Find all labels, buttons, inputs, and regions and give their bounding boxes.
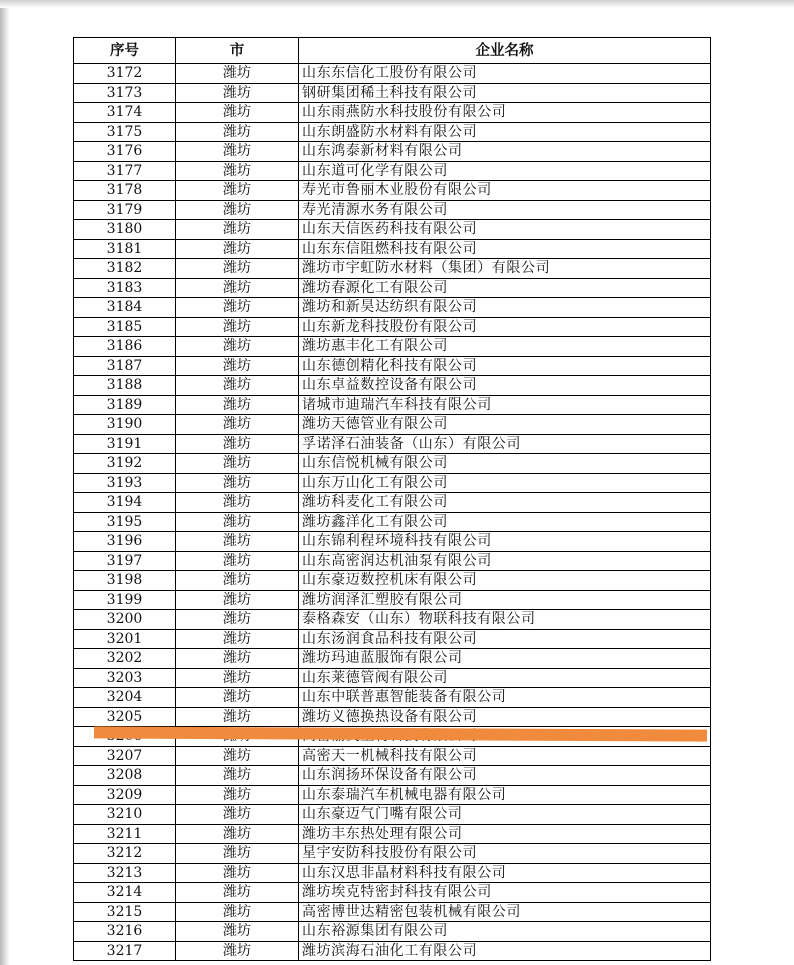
row-city: 潍坊 <box>176 863 299 883</box>
row-enterprise-name: 孚诺泽石油装备（山东）有限公司 <box>299 434 711 454</box>
row-city: 潍坊 <box>176 688 299 708</box>
row-city: 潍坊 <box>176 493 299 513</box>
row-enterprise-name: 山东新龙科技股份有限公司 <box>299 317 711 337</box>
table-row <box>74 239 711 259</box>
row-serial-number: 3214 <box>74 883 176 903</box>
row-serial-number: 3212 <box>74 844 176 864</box>
row-enterprise-name: 山东东信阻燃科技有限公司 <box>299 239 711 259</box>
row-city: 潍坊 <box>176 395 299 415</box>
row-city: 潍坊 <box>176 83 299 103</box>
table-row <box>74 395 711 415</box>
row-city: 潍坊 <box>176 551 299 571</box>
row-enterprise-name: 山东信悦机械有限公司 <box>299 454 711 474</box>
row-serial-number: 3192 <box>74 454 176 474</box>
row-serial-number: 3199 <box>74 590 176 610</box>
table-row <box>74 746 711 766</box>
row-serial-number: 3215 <box>74 902 176 922</box>
row-city: 潍坊 <box>176 64 299 84</box>
row-city: 潍坊 <box>176 298 299 318</box>
row-city: 潍坊 <box>176 356 299 376</box>
table-row <box>74 337 711 357</box>
row-city: 潍坊 <box>176 941 299 961</box>
row-enterprise-name: 山东莱德管阀有限公司 <box>299 668 711 688</box>
table-row <box>74 83 711 103</box>
row-enterprise-name: 潍坊滨海石油化工有限公司 <box>299 941 711 961</box>
table-row <box>74 220 711 240</box>
row-serial-number: 3216 <box>74 922 176 942</box>
table-row <box>74 376 711 396</box>
table-row <box>74 766 711 786</box>
row-city: 潍坊 <box>176 844 299 864</box>
table-row <box>74 610 711 630</box>
table-row <box>74 649 711 669</box>
row-serial-number: 3175 <box>74 122 176 142</box>
row-city: 潍坊 <box>176 805 299 825</box>
row-serial-number: 3217 <box>74 941 176 961</box>
row-city: 潍坊 <box>176 668 299 688</box>
row-serial-number: 3210 <box>74 805 176 825</box>
table-row <box>74 805 711 825</box>
table-row <box>74 259 711 279</box>
row-city: 潍坊 <box>176 220 299 240</box>
row-serial-number: 3207 <box>74 746 176 766</box>
row-serial-number: 3197 <box>74 551 176 571</box>
header-serial-number: 序号 <box>74 38 176 64</box>
row-city: 潍坊 <box>176 512 299 532</box>
row-serial-number: 3209 <box>74 785 176 805</box>
table-row <box>74 122 711 142</box>
table-row <box>74 278 711 298</box>
table-row <box>74 181 711 201</box>
row-enterprise-name: 山东豪迈数控机床有限公司 <box>299 571 711 591</box>
row-enterprise-name: 泰格森安（山东）物联科技有限公司 <box>299 610 711 630</box>
row-enterprise-name: 山东汉思非晶材料科技有限公司 <box>299 863 711 883</box>
row-serial-number: 3187 <box>74 356 176 376</box>
row-enterprise-name: 山东锦利程环境科技有限公司 <box>299 532 711 552</box>
scan-left-edge-shadow <box>0 0 10 965</box>
row-enterprise-name: 山东卓益数控设备有限公司 <box>299 376 711 396</box>
row-city: 潍坊 <box>176 590 299 610</box>
row-city: 潍坊 <box>176 746 299 766</box>
row-city: 潍坊 <box>176 610 299 630</box>
row-city: 潍坊 <box>176 707 299 727</box>
row-enterprise-name: 山东朗盛防水材料有限公司 <box>299 122 711 142</box>
table-row <box>74 590 711 610</box>
row-enterprise-name: 高密天一机械科技有限公司 <box>299 746 711 766</box>
row-enterprise-name: 潍坊丰东热处理有限公司 <box>299 824 711 844</box>
row-enterprise-name: 星宇安防科技股份有限公司 <box>299 844 711 864</box>
row-city: 潍坊 <box>176 902 299 922</box>
table-row <box>74 64 711 84</box>
row-serial-number: 3202 <box>74 649 176 669</box>
table-row <box>74 454 711 474</box>
row-serial-number: 3189 <box>74 395 176 415</box>
row-city: 潍坊 <box>176 454 299 474</box>
row-serial-number: 3205 <box>74 707 176 727</box>
row-serial-number: 3195 <box>74 512 176 532</box>
row-serial-number: 3176 <box>74 142 176 162</box>
row-enterprise-name: 山东泰瑞汽车机械电器有限公司 <box>299 785 711 805</box>
row-city: 潍坊 <box>176 571 299 591</box>
row-city: 潍坊 <box>176 239 299 259</box>
row-city: 潍坊 <box>176 922 299 942</box>
enterprise-list-table <box>73 37 711 961</box>
table-row <box>74 551 711 571</box>
row-serial-number: 3174 <box>74 103 176 123</box>
row-enterprise-name: 山东汤润食品科技有限公司 <box>299 629 711 649</box>
table-row <box>74 922 711 942</box>
row-city: 潍坊 <box>176 122 299 142</box>
row-city: 潍坊 <box>176 649 299 669</box>
table-row <box>74 103 711 123</box>
row-serial-number: 3204 <box>74 688 176 708</box>
row-enterprise-name: 山东润扬环保设备有限公司 <box>299 766 711 786</box>
row-serial-number: 3193 <box>74 473 176 493</box>
row-city: 潍坊 <box>176 883 299 903</box>
table-row <box>74 863 711 883</box>
row-serial-number: 3184 <box>74 298 176 318</box>
table-row <box>74 317 711 337</box>
row-city: 潍坊 <box>176 434 299 454</box>
row-enterprise-name: 潍坊和新昊达纺织有限公司 <box>299 298 711 318</box>
row-serial-number: 3179 <box>74 200 176 220</box>
row-enterprise-name: 潍坊鑫洋化工有限公司 <box>299 512 711 532</box>
row-enterprise-name: 高密博世达精密包装机械有限公司 <box>299 902 711 922</box>
table-row <box>74 493 711 513</box>
row-city: 潍坊 <box>176 200 299 220</box>
row-serial-number: 3201 <box>74 629 176 649</box>
table-row <box>74 200 711 220</box>
row-enterprise-name: 山东万山化工有限公司 <box>299 473 711 493</box>
table-row <box>74 785 711 805</box>
row-enterprise-name: 山东高密润达机油泵有限公司 <box>299 551 711 571</box>
row-enterprise-name: 山东东信化工股份有限公司 <box>299 64 711 84</box>
row-serial-number: 3180 <box>74 220 176 240</box>
row-enterprise-name: 潍坊惠丰化工有限公司 <box>299 337 711 357</box>
table-row <box>74 298 711 318</box>
row-serial-number: 3178 <box>74 181 176 201</box>
header-city: 市 <box>176 38 299 64</box>
row-city: 潍坊 <box>176 473 299 493</box>
row-city: 潍坊 <box>176 103 299 123</box>
row-enterprise-name: 潍坊义德换热设备有限公司 <box>299 707 711 727</box>
row-enterprise-name: 山东雨燕防水科技股份有限公司 <box>299 103 711 123</box>
row-serial-number: 3182 <box>74 259 176 279</box>
row-enterprise-name: 山东道可化学有限公司 <box>299 161 711 181</box>
table-row <box>74 844 711 864</box>
row-serial-number: 3213 <box>74 863 176 883</box>
row-enterprise-name: 山东裕源集团有限公司 <box>299 922 711 942</box>
row-serial-number: 3173 <box>74 83 176 103</box>
table-row <box>74 434 711 454</box>
scan-top-edge-shadow <box>0 0 794 8</box>
row-city: 潍坊 <box>176 629 299 649</box>
table-row <box>74 629 711 649</box>
row-enterprise-name: 潍坊玛迪蓝服饰有限公司 <box>299 649 711 669</box>
row-city: 潍坊 <box>176 532 299 552</box>
row-city: 潍坊 <box>176 415 299 435</box>
row-enterprise-name: 潍坊天德管业有限公司 <box>299 415 711 435</box>
header-enterprise-name: 企业名称 <box>299 38 711 64</box>
row-city: 潍坊 <box>176 785 299 805</box>
row-serial-number: 3183 <box>74 278 176 298</box>
row-city: 潍坊 <box>176 337 299 357</box>
row-enterprise-name: 诸城市迪瑞汽车科技有限公司 <box>299 395 711 415</box>
row-serial-number: 3194 <box>74 493 176 513</box>
row-city: 潍坊 <box>176 824 299 844</box>
row-enterprise-name: 钢研集团稀土科技有限公司 <box>299 83 711 103</box>
row-serial-number: 3203 <box>74 668 176 688</box>
row-serial-number: 3200 <box>74 610 176 630</box>
table-body <box>74 64 711 961</box>
table-row <box>74 824 711 844</box>
row-enterprise-name: 潍坊润泽汇塑胶有限公司 <box>299 590 711 610</box>
row-city: 潍坊 <box>176 317 299 337</box>
table-row <box>74 473 711 493</box>
row-serial-number: 3172 <box>74 64 176 84</box>
row-enterprise-name: 山东鸿泰新材料有限公司 <box>299 142 711 162</box>
row-city: 潍坊 <box>176 181 299 201</box>
row-city: 潍坊 <box>176 161 299 181</box>
table-header-row <box>74 38 711 64</box>
table-row <box>74 512 711 532</box>
row-enterprise-name: 山东中联普惠智能装备有限公司 <box>299 688 711 708</box>
row-city: 潍坊 <box>176 259 299 279</box>
row-serial-number: 3191 <box>74 434 176 454</box>
row-serial-number: 3208 <box>74 766 176 786</box>
table-row <box>74 941 711 961</box>
table-row <box>74 161 711 181</box>
table-row <box>74 688 711 708</box>
row-city: 潍坊 <box>176 142 299 162</box>
row-enterprise-name: 寿光市鲁丽木业股份有限公司 <box>299 181 711 201</box>
row-serial-number: 3196 <box>74 532 176 552</box>
table-row <box>74 902 711 922</box>
table-row <box>74 883 711 903</box>
row-serial-number: 3188 <box>74 376 176 396</box>
row-enterprise-name: 山东豪迈气门嘴有限公司 <box>299 805 711 825</box>
table-row <box>74 415 711 435</box>
row-serial-number: 3177 <box>74 161 176 181</box>
row-enterprise-name: 潍坊春源化工有限公司 <box>299 278 711 298</box>
row-serial-number: 3190 <box>74 415 176 435</box>
row-enterprise-name: 山东天信医药科技有限公司 <box>299 220 711 240</box>
table-row <box>74 707 711 727</box>
row-serial-number: 3198 <box>74 571 176 591</box>
row-city: 潍坊 <box>176 376 299 396</box>
row-enterprise-name: 潍坊市宇虹防水材料（集团）有限公司 <box>299 259 711 279</box>
row-city: 潍坊 <box>176 278 299 298</box>
row-enterprise-name: 潍坊科麦化工有限公司 <box>299 493 711 513</box>
table-row <box>74 142 711 162</box>
row-serial-number: 3186 <box>74 337 176 357</box>
row-city: 潍坊 <box>176 766 299 786</box>
row-serial-number: 3181 <box>74 239 176 259</box>
row-serial-number: 3211 <box>74 824 176 844</box>
table-row <box>74 571 711 591</box>
row-serial-number: 3185 <box>74 317 176 337</box>
row-enterprise-name: 潍坊埃克特密封科技有限公司 <box>299 883 711 903</box>
row-enterprise-name: 寿光清源水务有限公司 <box>299 200 711 220</box>
table-row <box>74 356 711 376</box>
table-row <box>74 668 711 688</box>
row-enterprise-name: 山东德创精化科技有限公司 <box>299 356 711 376</box>
table-row <box>74 532 711 552</box>
